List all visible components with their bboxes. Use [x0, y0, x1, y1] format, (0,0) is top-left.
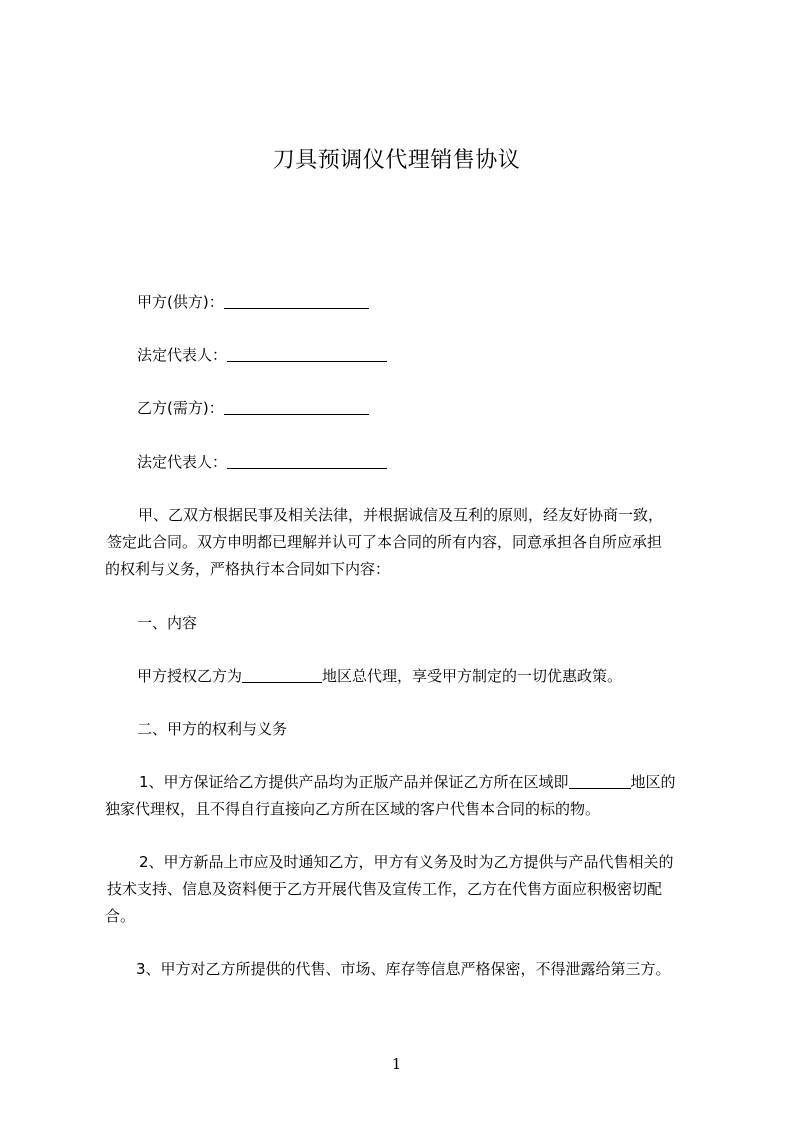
party-b-line: [137, 398, 369, 418]
intro-line-2: 签定此合同。双方申明都已理解并认可了本合同的所有内容，同意承担各自所应承担: [107, 533, 663, 551]
item-3-line-1: 3、甲方对乙方所提供的代售、市场、库存等信息严格保密，不得泄露给第三方。: [136, 960, 671, 978]
party-b-rep-blank: [227, 453, 387, 469]
item-2-line-3: 合。: [105, 907, 136, 925]
party-a-label: 甲方(供方)：: [137, 293, 224, 311]
party-b-label: 乙方(需方)：: [137, 399, 224, 417]
party-a-blank: [224, 293, 369, 309]
intro-line-3: 的权利与义务，严格执行本合同如下内容：: [105, 560, 391, 578]
section-1-text: [137, 666, 622, 686]
section-1-heading: 一、内容: [137, 614, 198, 632]
party-a-rep-label: 法定代表人：: [137, 346, 228, 364]
party-a-rep-blank: [227, 346, 387, 362]
item-2-line-1: 2、甲方新品上市应及时通知乙方，甲方有义务及时为乙方提供与产品代售相关的: [139, 853, 674, 871]
item-1-text-after: 地区的: [630, 773, 676, 791]
item-1-text-before: 1、甲方保证给乙方提供产品均为正版产品并保证乙方所在区域即: [139, 773, 569, 791]
intro-line-1: 甲、乙双方根据民事及相关法律，并根据诚信及互利的原则，经友好协商一致，: [138, 506, 664, 524]
page-number: 1: [391, 1055, 402, 1073]
section-2-heading: 二、甲方的权利与义务: [137, 720, 288, 738]
item-1-line-2: 独家代理权，且不得自行直接向乙方所在区域的客户代售本合同的标的物。: [105, 800, 601, 818]
item-2-line-2: 技术支持、信息及资料便于乙方开展代售及宣传工作，乙方在代售方面应积极密切配: [107, 880, 663, 898]
party-b-rep-label: 法定代表人：: [137, 453, 228, 471]
item-1-line-1: [139, 772, 676, 792]
region-blank: [242, 667, 322, 683]
party-a-rep-line: [137, 345, 387, 365]
party-a-line: [137, 292, 369, 312]
party-b-rep-line: [137, 452, 387, 472]
document-title: 刀具预调仪代理销售协议: [272, 148, 521, 173]
item-1-region-blank: [569, 773, 631, 789]
section-1-text-before: 甲方授权乙方为: [137, 667, 243, 685]
party-b-blank: [224, 399, 369, 415]
section-1-text-after: 地区总代理，享受甲方制定的一切优惠政策。: [322, 667, 623, 685]
